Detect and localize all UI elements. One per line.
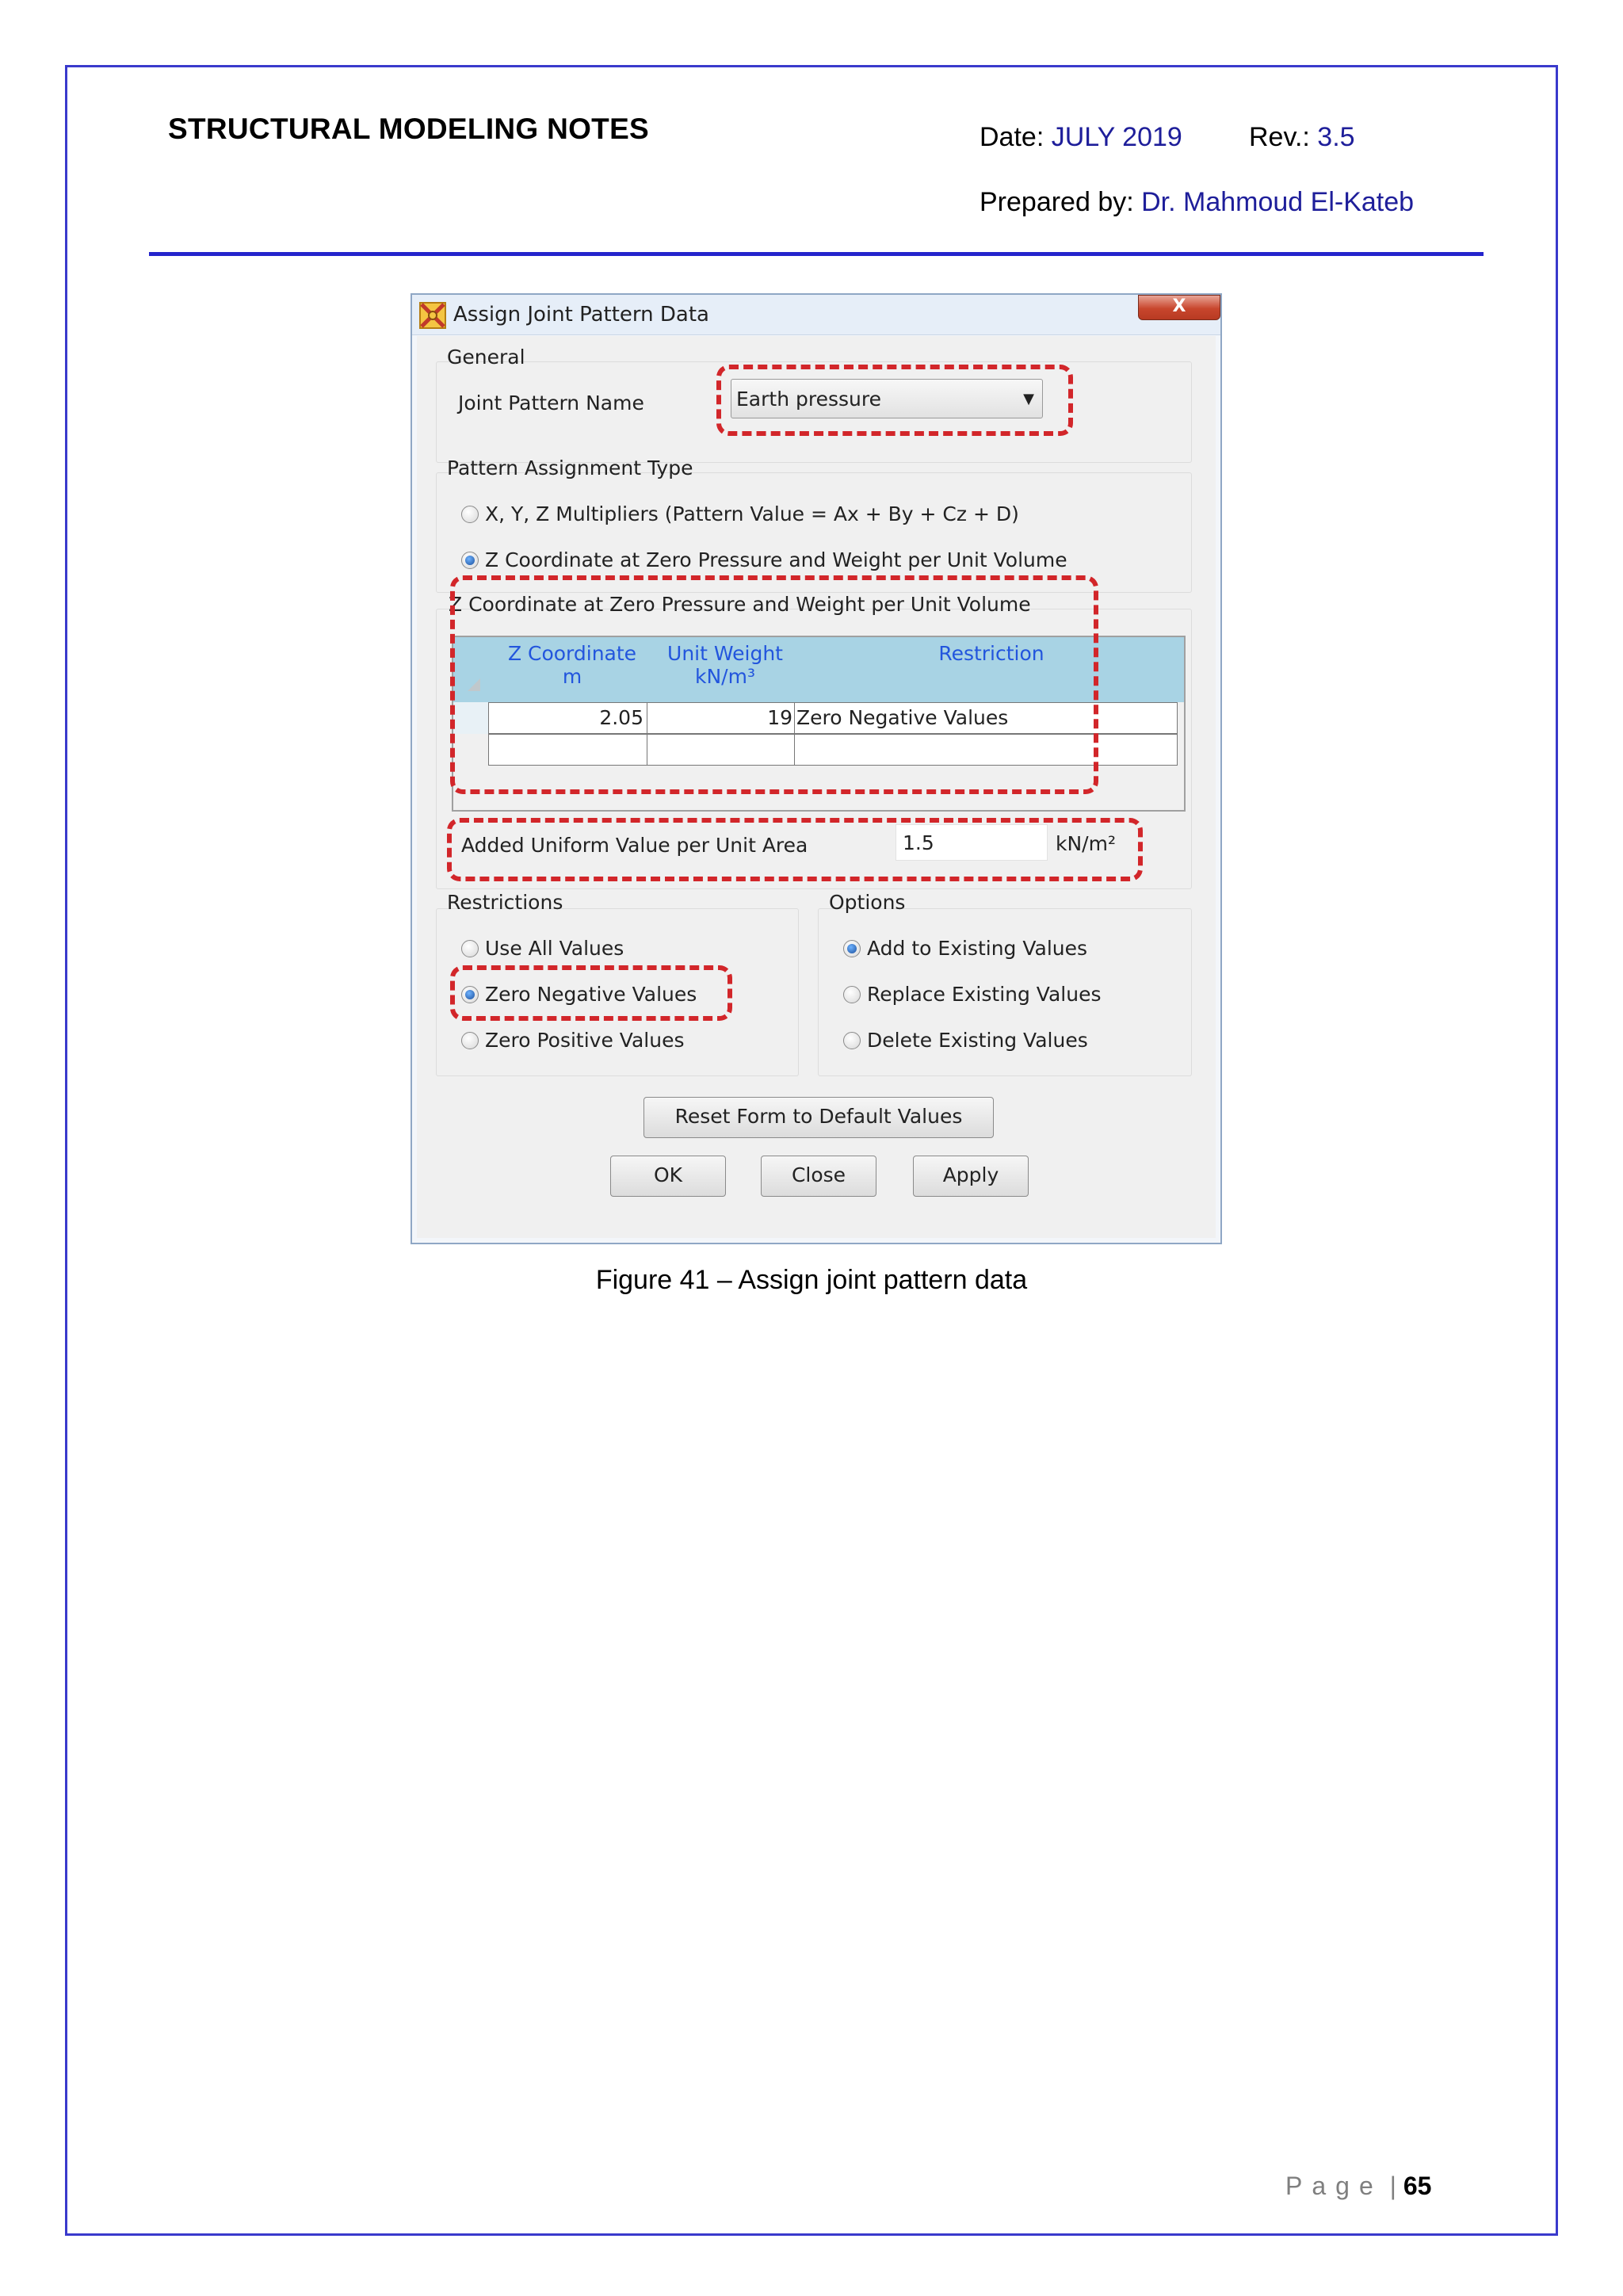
z-group-label: Z Coordinate at Zero Pressure and Weight per Unit Volume — [449, 593, 1031, 616]
prepared-label: Prepared by: — [980, 187, 1134, 217]
options-label: Options — [829, 891, 906, 914]
page-separator: | — [1389, 2172, 1396, 2200]
col-z-title: Z Coordinate — [507, 642, 637, 665]
ok-button[interactable]: OK — [610, 1156, 726, 1197]
dialog-body — [417, 336, 1216, 1238]
rev-line — [1249, 122, 1355, 153]
radio-zero-positive-label: Zero Positive Values — [485, 1029, 685, 1052]
date-value: JULY 2019 — [1051, 122, 1182, 152]
restrictions-label: Restrictions — [447, 891, 563, 914]
highlight-added-value — [447, 818, 1143, 881]
page-number: 65 — [1403, 2172, 1432, 2200]
page-number-footer — [1285, 2172, 1431, 2201]
radio-zero-negative-label: Zero Negative Values — [485, 983, 697, 1006]
close-window-button[interactable]: X — [1138, 295, 1220, 320]
col-restriction-title: Restriction — [938, 642, 1044, 665]
radio-delete-existing[interactable] — [843, 1032, 861, 1049]
assignment-type-label: Pattern Assignment Type — [447, 457, 693, 479]
figure-caption: Figure 41 – Assign joint pattern data — [595, 1265, 1028, 1295]
reset-defaults-button[interactable]: Reset Form to Default Values — [643, 1097, 994, 1138]
added-value-unit: kN/m² — [1056, 832, 1116, 855]
date-line — [980, 122, 1182, 153]
app-icon — [418, 301, 447, 330]
radio-xyz-label: X, Y, Z Multipliers (Pattern Value = Ax + By + Cz + D) — [485, 502, 1019, 525]
radio-use-all[interactable] — [461, 940, 479, 957]
prepared-line — [980, 187, 1414, 218]
cell-restriction[interactable]: Zero Negative Values — [796, 706, 1009, 729]
col-z-unit: m — [562, 665, 582, 688]
added-value-label: Added Uniform Value per Unit Area — [461, 834, 808, 857]
radio-replace-existing-label: Replace Existing Values — [867, 983, 1102, 1006]
close-button[interactable]: Close — [761, 1156, 876, 1197]
apply-button[interactable]: Apply — [913, 1156, 1029, 1197]
added-value-text: 1.5 — [903, 831, 934, 854]
highlight-pattern-name — [716, 365, 1073, 436]
general-group-label: General — [447, 346, 525, 369]
cell-z[interactable]: 2.05 — [489, 703, 647, 733]
radio-z-label: Z Coordinate at Zero Pressure and Weight per Unit Volume — [485, 548, 1067, 571]
dialog-titlebar — [412, 295, 1220, 335]
radio-xyz-multipliers[interactable] — [461, 506, 479, 523]
col-weight-title: Unit Weight — [667, 642, 783, 665]
radio-zero-positive[interactable] — [461, 1032, 479, 1049]
radio-add-existing-label: Add to Existing Values — [867, 937, 1088, 960]
joint-pattern-name-label: Joint Pattern Name — [458, 392, 644, 415]
chevron-down-icon: ▼ — [1023, 391, 1034, 407]
rev-label: Rev.: — [1249, 122, 1310, 152]
dialog-title: Assign Joint Pattern Data — [453, 303, 709, 327]
radio-delete-existing-label: Delete Existing Values — [867, 1029, 1088, 1052]
page-word: Page — [1285, 2172, 1383, 2200]
radio-z-coordinate[interactable] — [461, 552, 479, 569]
radio-use-all-label: Use All Values — [485, 937, 624, 960]
highlight-z-section — [450, 575, 1098, 794]
rev-value: 3.5 — [1317, 122, 1355, 152]
prepared-value: Dr. Mahmoud El-Kateb — [1141, 187, 1415, 217]
assign-joint-pattern-dialog — [411, 293, 1222, 1244]
col-weight-unit: kN/m³ — [695, 665, 755, 688]
joint-pattern-name-value: Earth pressure — [736, 388, 881, 411]
radio-replace-existing[interactable] — [843, 986, 861, 1003]
doc-title: STRUCTURAL MODELING NOTES — [168, 113, 650, 145]
cell-weight[interactable]: 19 — [647, 703, 795, 733]
radio-add-existing[interactable] — [843, 940, 861, 957]
header-rule — [149, 252, 1484, 256]
date-label: Date: — [980, 122, 1044, 152]
highlight-zero-negative — [450, 965, 732, 1021]
